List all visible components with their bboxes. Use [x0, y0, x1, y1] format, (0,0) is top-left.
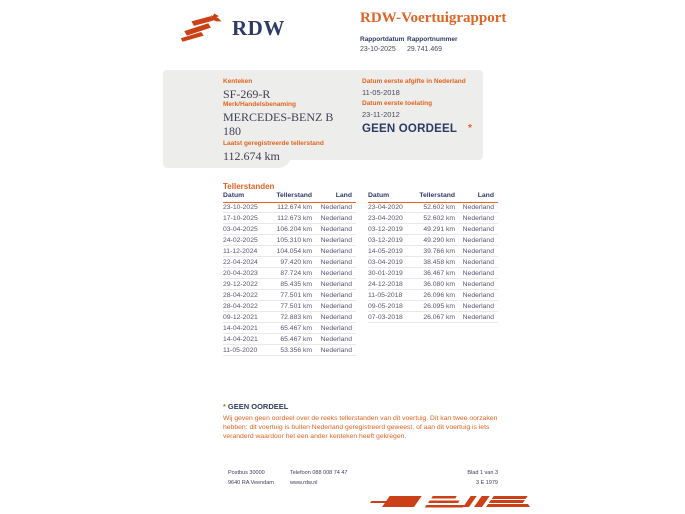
kenteken-label: Kenteken	[223, 78, 253, 85]
tellerstand-value: 112.674 km	[223, 149, 280, 163]
report-number-label: Rapportnummer	[407, 36, 458, 43]
cell-datum: 24-02-2025	[223, 235, 268, 246]
cell-tellerstand: 53.356 km	[268, 345, 312, 356]
cell-tellerstand: 65.467 km	[268, 323, 312, 334]
col-header-land: Land	[455, 192, 498, 202]
cell-tellerstand: 49.290 km	[412, 235, 455, 246]
rdw-logo	[179, 12, 285, 45]
cell-tellerstand: 49.291 km	[412, 224, 455, 235]
cell-land: Nederland	[312, 235, 356, 246]
cell-tellerstand: 112.673 km	[268, 213, 312, 224]
table-row	[223, 202, 356, 213]
table-row	[223, 224, 356, 235]
col-header-tellerstand: Tellerstand	[268, 192, 312, 202]
footer-contact	[290, 468, 348, 488]
footer-pagination	[430, 468, 498, 488]
cell-datum: 28-04-2022	[223, 290, 268, 301]
cell-land: Nederland	[312, 246, 356, 257]
footer-address-line2: 9640 RA Veendam	[228, 480, 274, 486]
cell-datum: 11-05-2020	[223, 345, 268, 356]
cell-datum: 20-04-2023	[223, 268, 268, 279]
table-header-row	[368, 192, 498, 202]
table-header-row	[223, 192, 356, 202]
cell-datum: 03-12-2019	[368, 235, 412, 246]
cell-datum: 14-04-2021	[223, 323, 268, 334]
cell-land: Nederland	[312, 279, 356, 290]
cell-datum: 03-04-2019	[368, 257, 412, 268]
kenteken-value: SF-269-R	[223, 87, 271, 101]
kenteken-field	[223, 78, 270, 101]
cell-land: Nederland	[455, 290, 498, 301]
table-row	[368, 301, 498, 312]
cell-tellerstand: 105.310 km	[268, 235, 312, 246]
table-row	[368, 213, 498, 224]
cell-land: Nederland	[455, 279, 498, 290]
cell-tellerstand: 38.458 km	[412, 257, 455, 268]
cell-land: Nederland	[455, 224, 498, 235]
cell-tellerstand: 77.501 km	[268, 301, 312, 312]
cell-tellerstand: 26.095 km	[412, 301, 455, 312]
verdict-text: GEEN OORDEEL	[362, 123, 458, 135]
report-number-value: 29.741.469	[407, 45, 443, 53]
cell-land: Nederland	[455, 312, 498, 323]
cell-land: Nederland	[455, 246, 498, 257]
col-header-datum: Datum	[368, 192, 412, 202]
eerste-toelating-value: 23-11-2012	[362, 110, 400, 119]
tellerstanden-table-left	[223, 192, 356, 356]
merk-value: MERCEDES-BENZ B 180	[223, 110, 334, 138]
cell-tellerstand: 26.067 km	[412, 312, 455, 323]
table-row	[223, 290, 356, 301]
cell-tellerstand: 77.501 km	[268, 290, 312, 301]
table-row	[368, 246, 498, 257]
table-row	[368, 279, 498, 290]
tellerstand-field	[223, 140, 324, 163]
cell-land: Nederland	[312, 257, 356, 268]
cell-datum: 11-12-2024	[223, 246, 268, 257]
cell-datum: 14-04-2021	[223, 334, 268, 345]
table-row	[368, 224, 498, 235]
cell-datum: 30-01-2019	[368, 268, 412, 279]
table-row	[223, 345, 356, 356]
footer-address	[228, 468, 274, 488]
col-header-datum: Datum	[223, 192, 268, 202]
cell-land: Nederland	[312, 224, 356, 235]
footer-page-number: Blad 1 van 3	[467, 470, 498, 476]
footnote-marker: *	[223, 402, 226, 411]
cell-land: Nederland	[312, 202, 356, 213]
merk-label: Merk/Handelsbenaming	[223, 101, 296, 108]
table-row	[368, 257, 498, 268]
cell-datum: 07-03-2018	[368, 312, 412, 323]
cell-datum: 09-12-2021	[223, 312, 268, 323]
eerste-afgifte-field	[362, 78, 466, 97]
table-row	[223, 312, 356, 323]
cell-tellerstand: 65.467 km	[268, 334, 312, 345]
cell-datum: 11-05-2018	[368, 290, 412, 301]
footnote-body: Wij geven geen oordeel over de reeks tellerstanden van dit voertuig. Dit kan twee oorzaken hebben: dit voertuig is buiten Nederland geregistreerd geweest, of aan dit voertuig is iets veranderd waardoor het een ander kenteken heeft gekregen.	[223, 415, 498, 440]
cell-land: Nederland	[312, 312, 356, 323]
table-row	[223, 268, 356, 279]
col-header-tellerstand: Tellerstand	[412, 192, 455, 202]
footnote-title-text: GEEN OORDEEL	[227, 402, 289, 411]
table-row	[368, 268, 498, 279]
footer-form-code: 3 E 1979	[475, 480, 498, 486]
col-header-land: Land	[312, 192, 356, 202]
tellerstanden-title: Tellerstanden	[223, 182, 275, 191]
cell-land: Nederland	[312, 323, 356, 334]
footer-phone: Telefoon 088 008 74 47	[290, 470, 348, 476]
eerste-afgifte-value: 11-05-2018	[362, 88, 400, 97]
cell-land: Nederland	[455, 235, 498, 246]
footnote-title	[223, 402, 515, 411]
report-number-field	[407, 36, 458, 53]
cell-datum: 24-12-2018	[368, 279, 412, 290]
report-date-field	[360, 36, 404, 53]
table-row	[223, 279, 356, 290]
footnote-section	[223, 402, 515, 441]
report-date-label: Rapportdatum	[360, 36, 405, 43]
rdw-logo-text: RDW	[232, 16, 285, 40]
table-row	[368, 202, 498, 213]
cell-land: Nederland	[312, 290, 356, 301]
cell-land: Nederland	[312, 213, 356, 224]
cell-tellerstand: 112.674 km	[268, 202, 312, 213]
cell-datum: 29-12-2022	[223, 279, 268, 290]
table-row	[223, 301, 356, 312]
table-row	[223, 323, 356, 334]
cell-tellerstand: 97.420 km	[268, 257, 312, 268]
cell-datum: 23-04-2020	[368, 202, 412, 213]
cell-datum: 17-10-2025	[223, 213, 268, 224]
cell-tellerstand: 87.724 km	[268, 268, 312, 279]
cell-tellerstand: 52.602 km	[412, 213, 455, 224]
cell-tellerstand: 52.602 km	[412, 202, 455, 213]
report-date-value: 23-10-2025	[360, 45, 396, 53]
cell-land: Nederland	[455, 213, 498, 224]
cell-tellerstand: 85.435 km	[268, 279, 312, 290]
table-row	[368, 235, 498, 246]
cell-tellerstand: 26.096 km	[412, 290, 455, 301]
table-row	[223, 235, 356, 246]
cell-land: Nederland	[312, 301, 356, 312]
table-row	[223, 213, 356, 224]
report-title: RDW-Voertuigrapport	[360, 10, 507, 26]
vehicle-summary-card	[163, 70, 483, 163]
cell-land: Nederland	[455, 301, 498, 312]
merk-field	[223, 101, 351, 138]
cell-datum: 28-04-2022	[223, 301, 268, 312]
cell-land: Nederland	[455, 268, 498, 279]
cell-datum: 09-05-2018	[368, 301, 412, 312]
cell-datum: 23-04-2020	[368, 213, 412, 224]
eerste-afgifte-label: Datum eerste afgifte in Nederland	[362, 78, 466, 85]
cell-land: Nederland	[455, 257, 498, 268]
cell-datum: 14-05-2019	[368, 246, 412, 257]
table-row	[368, 290, 498, 301]
cell-tellerstand: 39.766 km	[412, 246, 455, 257]
cell-datum: 03-12-2019	[368, 224, 412, 235]
cell-land: Nederland	[312, 268, 356, 279]
cell-tellerstand: 72.883 km	[268, 312, 312, 323]
table-row	[223, 257, 356, 268]
cell-datum: 23-10-2025	[223, 202, 268, 213]
table-row	[223, 334, 356, 345]
table-row	[368, 312, 498, 323]
verdict-footnote-marker: *	[468, 123, 472, 134]
eerste-toelating-field	[362, 100, 432, 119]
tellerstand-label: Laatst geregistreerde tellerstand	[223, 140, 324, 147]
cell-datum: 22-04-2024	[223, 257, 268, 268]
cell-land: Nederland	[455, 202, 498, 213]
cell-land: Nederland	[312, 345, 356, 356]
cell-datum: 03-04-2025	[223, 224, 268, 235]
cell-tellerstand: 104.054 km	[268, 246, 312, 257]
speed-stripes-graphic	[368, 493, 533, 513]
tellerstanden-table-right	[368, 192, 498, 323]
cell-tellerstand: 106.204 km	[268, 224, 312, 235]
footer-website: www.rdw.nl	[290, 480, 318, 486]
cell-land: Nederland	[312, 334, 356, 345]
cell-tellerstand: 36.467 km	[412, 268, 455, 279]
eerste-toelating-label: Datum eerste toelating	[362, 100, 433, 107]
rdw-eagle-icon	[179, 12, 225, 45]
footer-address-line1: Postbus 30000	[228, 470, 265, 476]
cell-tellerstand: 36.080 km	[412, 279, 455, 290]
table-row	[223, 246, 356, 257]
